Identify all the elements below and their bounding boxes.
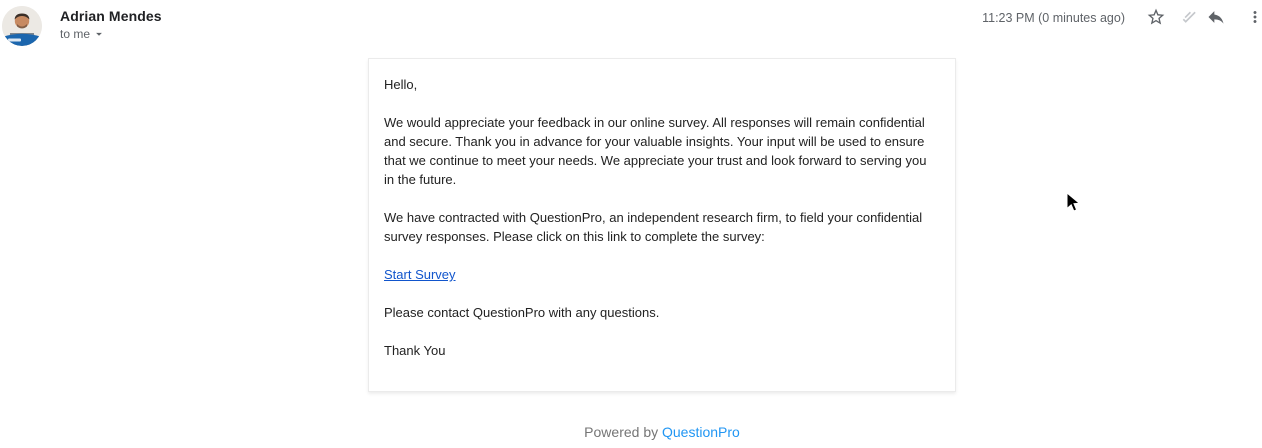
timestamp: 11:23 PM (0 minutes ago) (982, 11, 1125, 25)
email-paragraph-1: We would appreciate your feedback in our online survey. All responses will remain confidential and secure. Thank you in advance for your valuable insights. Your input will be used to ensure that we continue to meet your needs. We appreciate your trust and look forward to serving you in the future. (384, 115, 927, 187)
avatar-photo (2, 6, 42, 46)
questionpro-brand-link[interactable]: QuestionPro (662, 424, 740, 440)
more-options-button[interactable] (1244, 6, 1262, 28)
sender-name: Adrian Mendes (60, 8, 162, 24)
star-button[interactable] (1145, 6, 1167, 28)
footer (368, 424, 956, 440)
double-check-button[interactable] (1175, 6, 1197, 28)
recipient-label: to me (60, 27, 91, 41)
double-check-icon (1176, 7, 1196, 27)
avatar[interactable] (2, 6, 42, 46)
email-paragraph-3: Please contact QuestionPro with any questions. (384, 305, 660, 320)
reply-button[interactable] (1205, 6, 1227, 28)
email-greeting: Hello, (384, 77, 418, 92)
star-outline-icon (1146, 7, 1166, 27)
email-paragraph-2: We have contracted with QuestionPro, an independent research firm, to field your confidential survey responses. Please click on this link to complete the survey: (384, 210, 923, 244)
powered-by-label: Powered by (584, 424, 659, 440)
email-body-card (368, 58, 956, 392)
mouse-cursor (1066, 192, 1080, 213)
recipient-dropdown[interactable] (60, 27, 106, 41)
more-options-icon (1246, 8, 1262, 26)
chevron-down-icon (92, 27, 106, 41)
email-closing: Thank You (384, 343, 446, 358)
reply-icon (1206, 7, 1226, 27)
start-survey-link[interactable]: Start Survey (384, 267, 456, 282)
